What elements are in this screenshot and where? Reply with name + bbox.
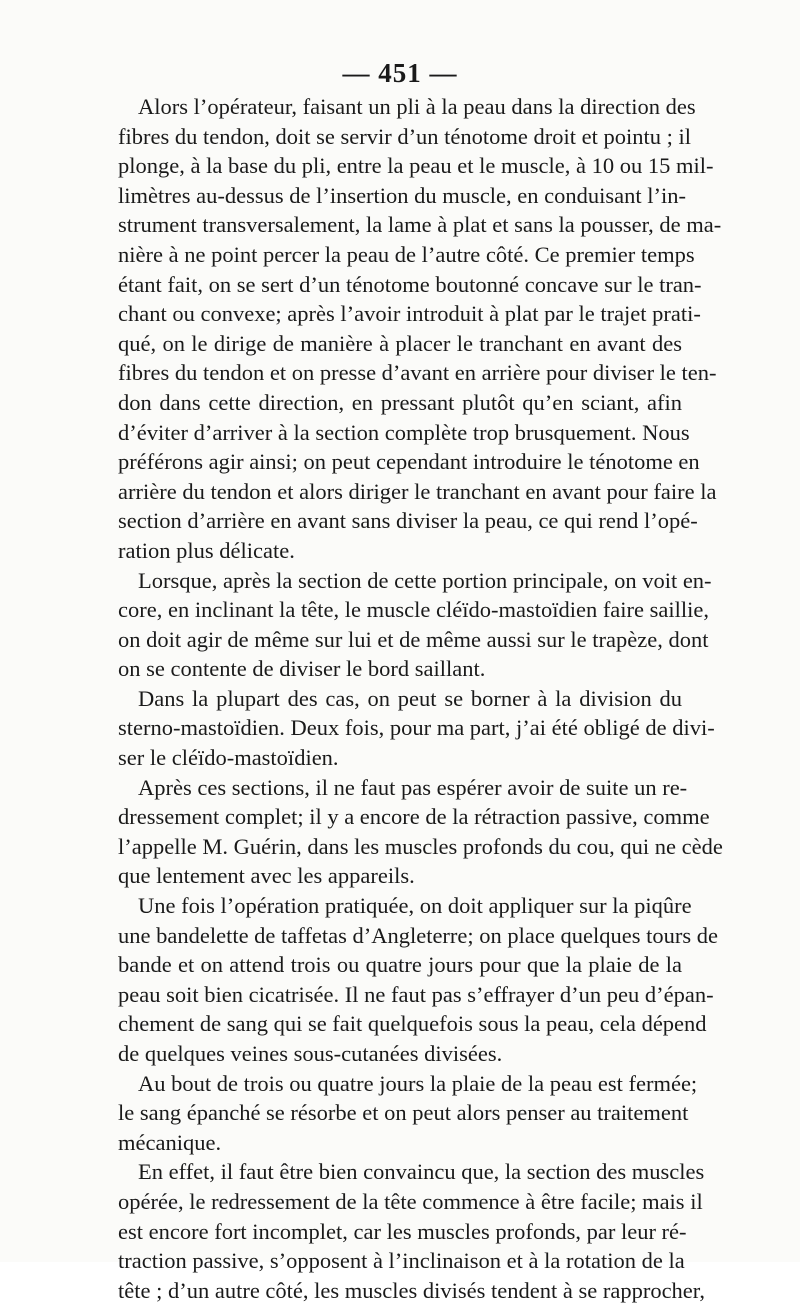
text-line: ser le cléïdo-mastoïdien. [118,745,339,771]
text-line: strument transversalement, la lame à plat et sans la pousser, de ma- [118,212,722,238]
text-line: préférons agir ainsi; on peut cependant introduire le ténotome en [118,449,700,475]
text-line: limètres au-dessus de l’insertion du muscle, en conduisant l’in- [118,182,686,208]
text-line: une bandelette de taffetas d’Angleterre; on place quelques tours de [118,922,718,948]
text-line: Au bout de trois ou quatre jours la plaie de la peau est fermée; [138,1070,698,1096]
text-line: core, en inclinant la tête, le muscle cléïdo-mastoïdien faire saillie, [118,597,710,623]
text-line: Dans la plupart des cas, on peut se borner à la division du [138,685,682,711]
text-line: que lentement avec les appareils. [118,863,415,889]
text-line: est encore fort incomplet, car les muscles profonds, par leur ré- [118,1218,687,1244]
text-line: sterno-mastoïdien. Deux fois, pour ma part, j’ai été obligé de divi- [118,715,715,741]
text-line: chant ou convexe; après l’avoir introduit à plat par le trajet prati- [118,301,701,327]
text-line: fibres du tendon et on presse d’avant en arrière pour diviser le ten- [118,360,717,386]
text-line: d’éviter d’arriver à la section complète trop brusquement. Nous [118,419,690,445]
text-line: ration plus délicate. [118,537,295,563]
text-line: dressement complet; il y a encore de la rétraction passive, comme [118,804,710,830]
text-line: fibres du tendon, doit se servir d’un ténotome droit et pointu ; il [118,123,692,149]
text-line: chement de sang qui se fait quelquefois sous la peau, cela dépend [118,1011,707,1037]
text-line: traction passive, s’opposent à l’inclinaison et à la rotation de la [118,1248,685,1274]
text-line: Alors l’opérateur, faisant un pli à la peau dans la direction des [138,94,696,119]
text-line: peau soit bien cicatrisée. Il ne faut pas s’effrayer d’un peu d’épan- [118,981,714,1007]
page-number: — 451 — [342,58,458,88]
text-line: de quelques veines sous-cutanées divisées. [118,1041,503,1066]
text-line: étant fait, on se sert d’un ténotome boutonné concave sur le tran- [118,271,702,297]
text-line: opérée, le redressement de la tête commence à être facile; mais il [118,1188,703,1214]
text-line: arrière du tendon et alors diriger le tranchant en avant pour faire la [118,478,717,504]
text-line: mécanique. [118,1129,222,1155]
text-line: tête ; d’un autre côté, les muscles divisés tendent à se rapprocher, [118,1277,706,1303]
text-line: qué, on le dirige de manière à placer le tranchant en avant des [118,330,682,356]
text-line: on doit agir de même sur lui et de même aussi sur le trapèze, dont [118,626,709,652]
text-line: nière à ne point percer la peau de l’autre côté. Ce premier temps [118,241,695,267]
text-line: En effet, il faut être bien convaincu que, la section des muscles [138,1159,705,1185]
text-line: le sang épanché se résorbe et on peut alors penser au traitement [118,1100,689,1126]
text-line: Lorsque, après la section de cette portion principale, on voit en- [138,567,712,593]
text-line: don dans cette direction, en pressant plutôt qu’en sciant, afin [118,389,682,415]
text-line: plonge, à la base du pli, entre la peau et le muscle, à 10 ou 15 mil- [118,153,714,179]
body-text [118,92,723,1305]
text-line: Une fois l’opération pratiquée, on doit appliquer sur la piqûre [138,893,692,919]
text-line: section d’arrière en avant sans diviser la peau, ce qui rend l’opé- [118,508,698,534]
text-line: Après ces sections, il ne faut pas espérer avoir de suite un re- [138,774,688,800]
text-line: bande et on attend trois ou quatre jours pour que la plaie de la [118,952,682,978]
text-line: on se contente de diviser le bord saillant. [118,656,486,682]
text-line: l’appelle M. Guérin, dans les muscles profonds du cou, qui ne cède [118,833,723,859]
